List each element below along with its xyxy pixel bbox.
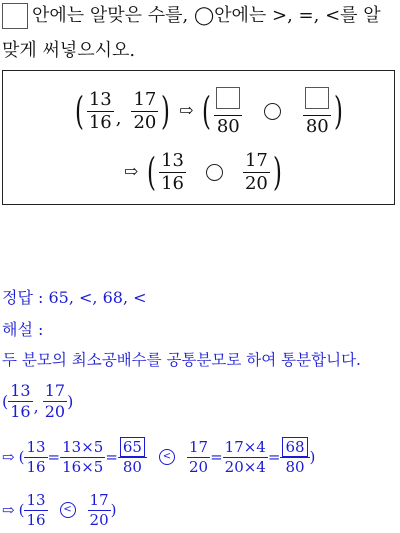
arrow-icon: ⇨ bbox=[2, 448, 15, 466]
fraction-blank-80-a: 80 bbox=[214, 87, 242, 136]
comma: , bbox=[33, 396, 39, 416]
compare-less-than-icon: < bbox=[159, 449, 175, 465]
answer-blank-box[interactable] bbox=[216, 87, 240, 109]
fraction-17-20: $\frac{17}{20}$ bbox=[133, 88, 157, 133]
explanation-text: 두 분모의 최소공배수를 공통분모로 하여 통분합니다. bbox=[2, 351, 361, 369]
paren-close: ) bbox=[334, 89, 344, 133]
equals: = bbox=[267, 448, 281, 466]
explain-row-3 bbox=[2, 487, 116, 533]
fraction-17-20: $\frac{17}{20}$ bbox=[188, 437, 209, 476]
question-blank-box-icon bbox=[2, 3, 28, 29]
explain-row-2 bbox=[2, 431, 315, 483]
paren-close: ) bbox=[309, 448, 316, 466]
answer-box-68: 68 bbox=[282, 437, 307, 457]
fraction-17-20: $\frac{17}{20}$ bbox=[89, 490, 109, 529]
paren-open: ( bbox=[202, 89, 212, 133]
equals: = bbox=[210, 448, 223, 466]
paren-close: ) bbox=[110, 501, 117, 519]
fraction-17-20: $\frac{17}{20}$ bbox=[244, 149, 268, 194]
paren-open: ( bbox=[18, 501, 25, 519]
answer-label: 정답 : 65, <, 68, < bbox=[2, 288, 147, 307]
fraction-13x5-16x5: $\frac{13\times 5}{16\times 5}$ bbox=[62, 437, 104, 476]
fraction-13-16: $\frac{13}{16}$ bbox=[26, 437, 46, 476]
fraction-17-20: $\frac{17}{20}$ bbox=[44, 380, 66, 421]
fraction-17x4-20x4: $\frac{17\times 4}{20\times 4}$ bbox=[224, 437, 266, 476]
equals: = bbox=[47, 448, 61, 466]
question-line-2: 맞게 써넣으시오. bbox=[2, 40, 136, 61]
arrow-icon: ⇨ bbox=[124, 162, 139, 182]
arrow-icon: ⇨ bbox=[179, 101, 194, 121]
paren-open: ( bbox=[147, 150, 157, 194]
fraction-65-80: $\frac{65}{80}$ bbox=[118, 440, 147, 475]
answer-box-65: 65 bbox=[120, 437, 145, 457]
answer-blank-box[interactable] bbox=[305, 87, 329, 109]
fraction-13-16: $\frac{13}{16}$ bbox=[161, 149, 184, 194]
paren-open: ( bbox=[18, 448, 25, 466]
paren-open: ( bbox=[74, 89, 84, 133]
compare-circle-icon[interactable] bbox=[206, 164, 223, 181]
fraction-68-80: $\frac{68}{80}$ bbox=[280, 440, 309, 475]
comma: , bbox=[115, 107, 122, 129]
paren-close: ) bbox=[272, 150, 282, 194]
arrow-icon: ⇨ bbox=[2, 501, 15, 519]
problem-row-1 bbox=[72, 84, 346, 138]
fraction-13-16: $\frac{13}{16}$ bbox=[26, 490, 46, 529]
compare-circle-icon[interactable] bbox=[264, 103, 281, 120]
question-line-1: 안에는 알맞은 수를, ◯안에는 >, =, <를 알 bbox=[32, 5, 381, 26]
paren-close: ) bbox=[67, 391, 74, 411]
fraction-13-16: $\frac{13}{16}$ bbox=[10, 380, 31, 421]
paren-close: ) bbox=[161, 89, 171, 133]
explanation-label: 해설 : bbox=[2, 320, 44, 339]
paren-open: ( bbox=[2, 391, 9, 411]
fraction-blank-80-b: 80 bbox=[303, 87, 331, 136]
problem-row-2 bbox=[124, 145, 285, 199]
equals: = bbox=[105, 448, 118, 466]
explain-row-1 bbox=[2, 377, 73, 425]
fraction-13-16: $\frac{13}{16}$ bbox=[88, 88, 112, 133]
compare-less-than-icon: < bbox=[60, 502, 76, 518]
